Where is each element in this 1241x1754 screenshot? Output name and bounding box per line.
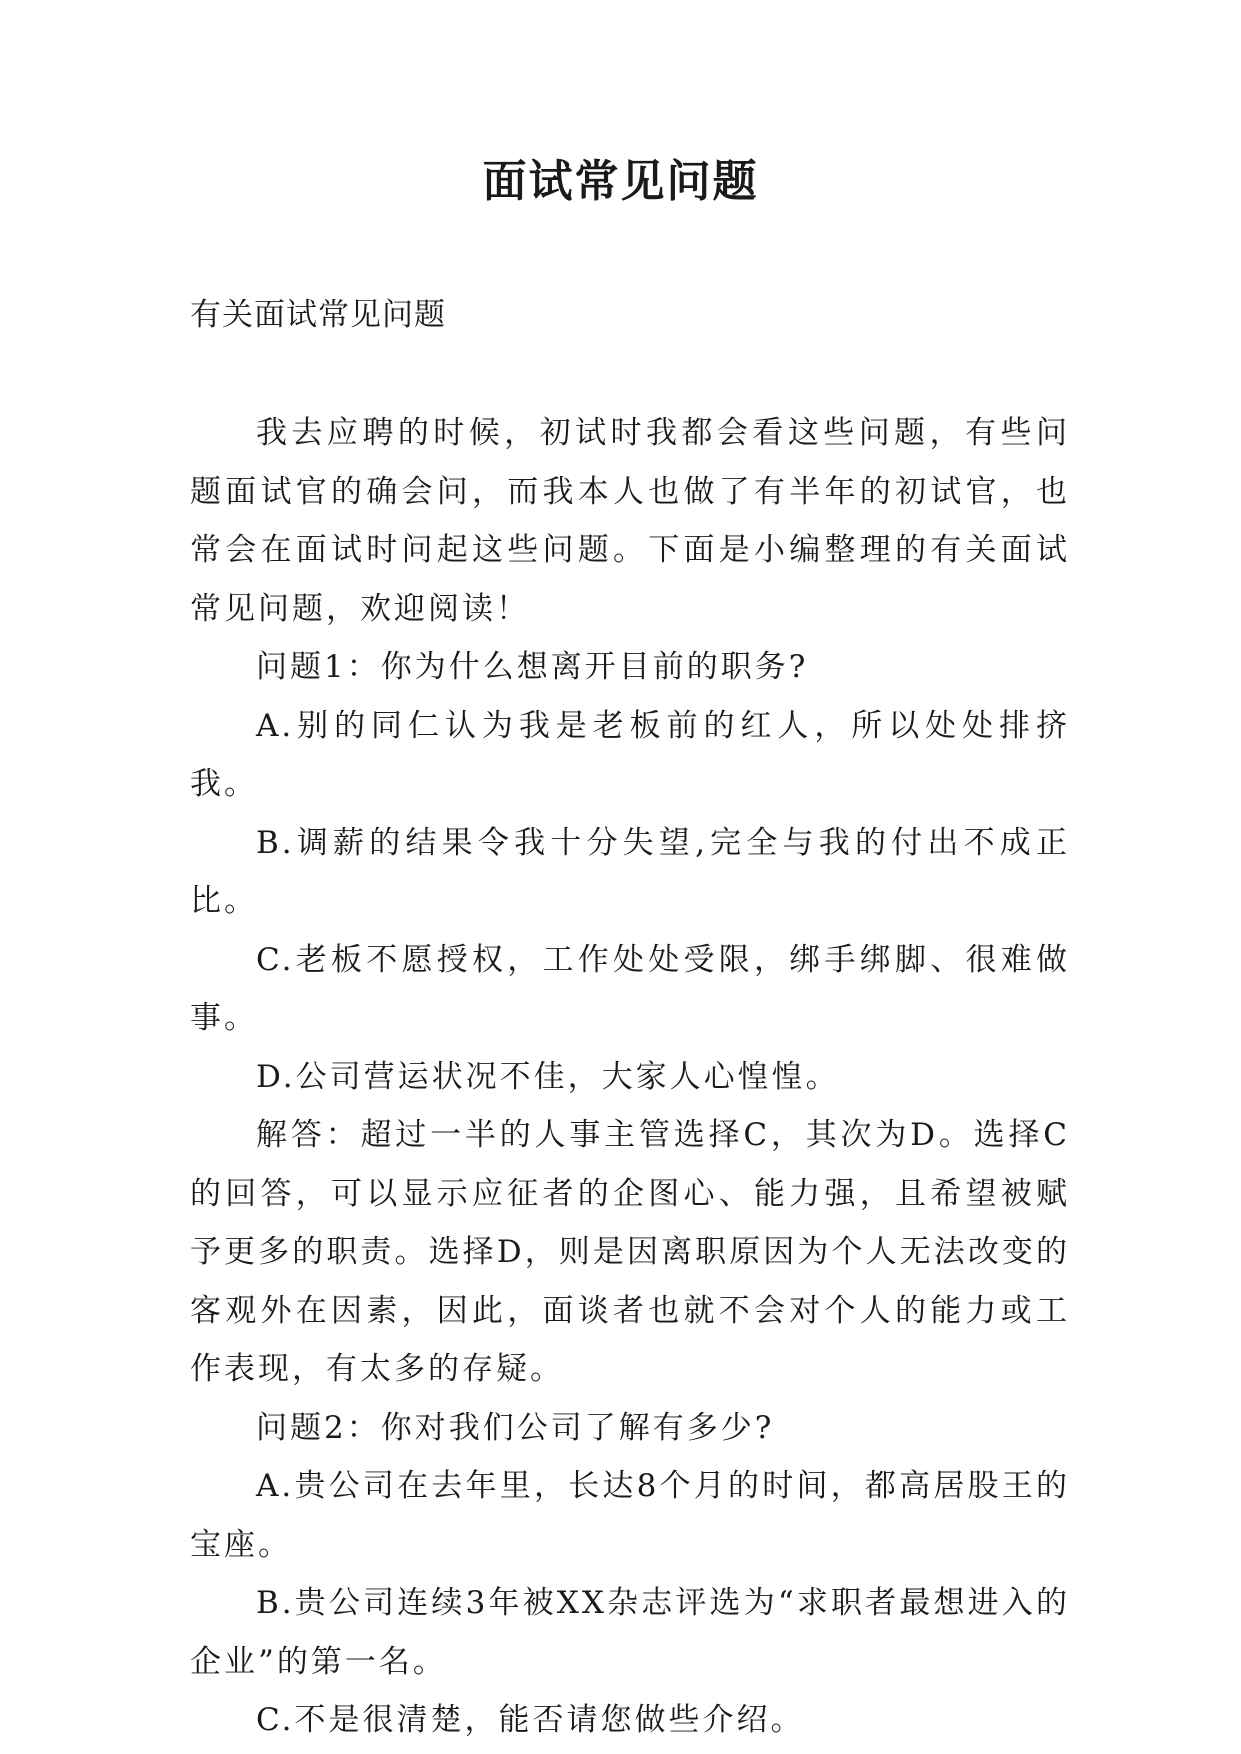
question-2-option-c: C.不是很清楚，能否请您做些介绍。	[256, 1702, 805, 1738]
question-1-option-b: B.调薪的结果令我十分失望,完全与我的付出不成正比。	[190, 824, 1070, 919]
question-1-option-d: D.公司营运状况不佳，大家人心惶惶。	[256, 1058, 840, 1095]
question-2-option-a: A.贵公司在去年里，长达8个月的时间，都高居股王的宝座。	[190, 1468, 1070, 1563]
question-2-heading: 问题2：你对我们公司了解有多少?	[256, 1409, 775, 1446]
question-1-option-c: C.老板不愿授权，工作处处受限，绑手绑脚、很难做事。	[190, 941, 1070, 1036]
document-title: 面试常见问题	[482, 156, 759, 207]
question-1-heading: 问题1：你为什么想离开目前的职务?	[256, 649, 809, 685]
question-1-answer: 解答：超过一半的人事主管选择C，其次为D。选择C的回答，可以显示应征者的企图心、能力强，且希望被赋予更多的职责。选择D，则是因离职原因为个人无法改变的客观外在因素，因此，面谈者也就不会对个人的能力或工作表现，有太多的存疑。	[190, 1117, 1070, 1387]
document-subtitle: 有关面试常见问题	[190, 297, 446, 333]
question-2-option-b: B.贵公司连续3年被XX杂志评选为“求职者最想进入的企业”的第一名。	[190, 1585, 1070, 1680]
document-body	[190, 404, 1070, 1750]
question-1-option-a: A.别的同仁认为我是老板前的红人，所以处处排挤我。	[190, 707, 1070, 802]
intro-paragraph: 我去应聘的时候，初试时我都会看这些问题，有些问题面试官的确会问，而我本人也做了有半年的初试官，也常会在面试时问起这些问题。下面是小编整理的有关面试常见问题，欢迎阅读！	[190, 415, 1070, 627]
